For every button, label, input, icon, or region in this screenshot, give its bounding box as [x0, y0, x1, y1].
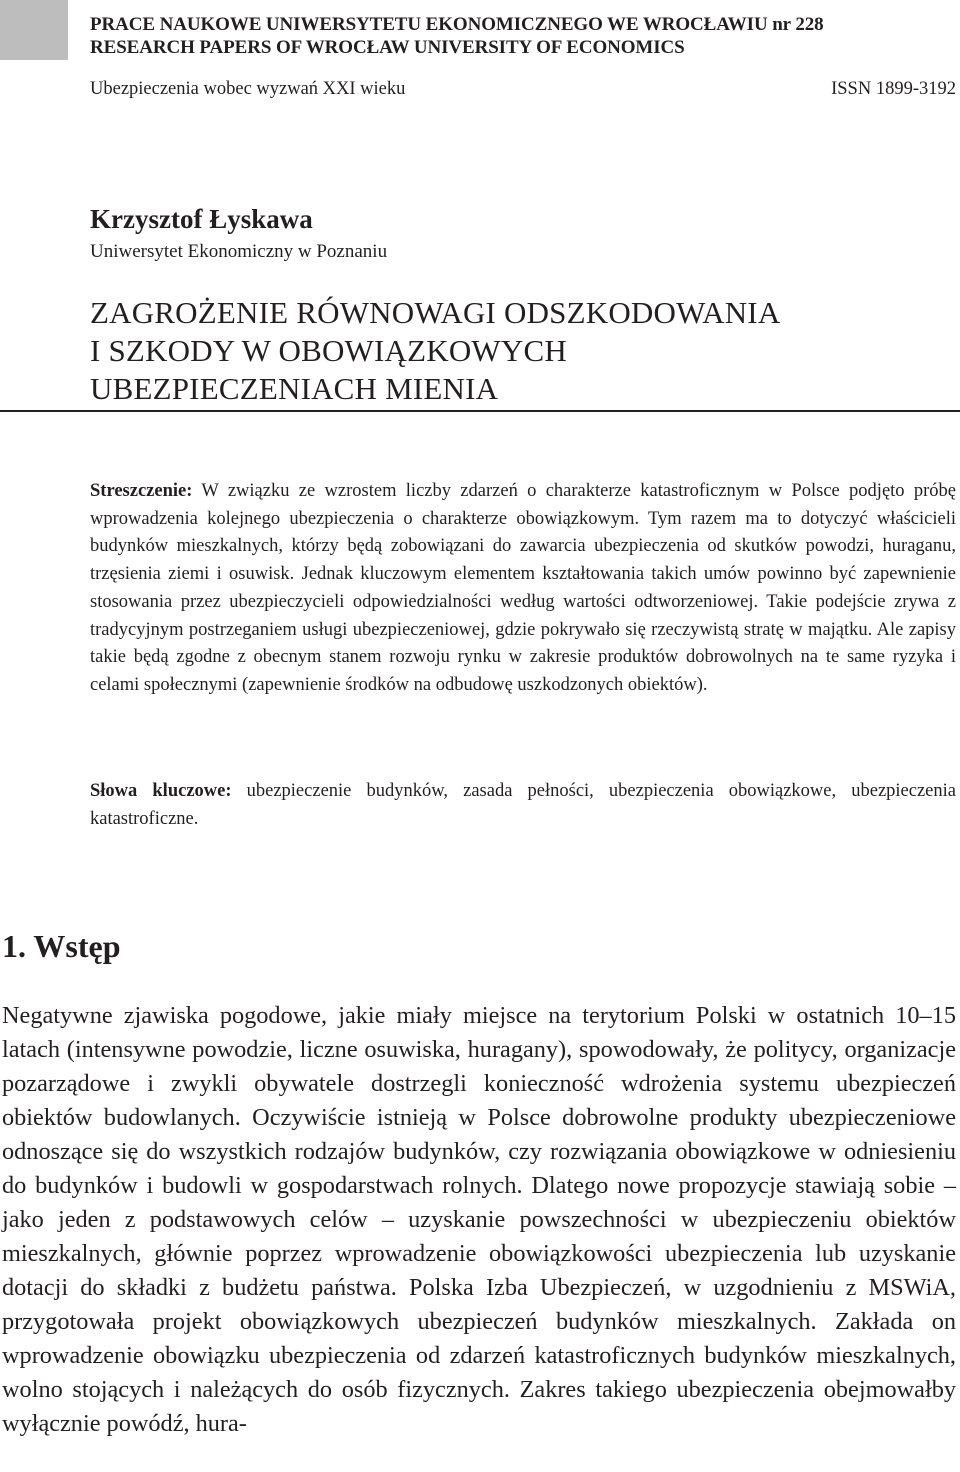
journal-title-pl: PRACE NAUKOWE UNIWERSYTETU EKONOMICZNEGO WE WROCŁAWIU nr 228 — [90, 14, 824, 35]
series-row — [90, 78, 956, 100]
title-line: UBEZPIECZENIACH MIENIA — [90, 371, 499, 406]
journal-title-en: RESEARCH PAPERS OF WROCŁAW UNIVERSITY OF ECONOMICS — [90, 37, 685, 58]
abstract-text: W związku ze wzrostem liczby zdarzeń o charakterze katastroficznym w Polsce podjęto próbę wprowadzenia kolejnego ubezpieczenia o charakterze obowiązkowym. Tym razem ma to dotyczyć właścicieli budynków mieszkalnych, którzy będą zobowiązani do zawarcia ubezpieczenia od skutków powodzi, huraganu, trzęsienia ziemi i osuwisk. Jednak kluczowym elementem kształtowania takich umów powinno być zapewnienie stosowania przez ubezpieczycieli odpowiedzialności według wartości odtworzeniowej. Takie podejście zrywa z tradycyjnym postrzeganiem usługi ubezpieczeniowej, gdzie pokrywało się rzeczywistą stratę w majątku. Ale zapisy takie będą zgodne z obecnym stanem rozwoju rynku w zakresie produktów dobrowolnych na te same ryzyka i celami społecznymi (zapewnienie środków na odbudowę uszkodzonych obiektów). — [90, 481, 956, 695]
series-title: Ubezpieczenia wobec wyzwań XXI wieku — [90, 79, 406, 99]
title-line: I SZKODY W OBOWIĄZKOWYCH — [90, 333, 567, 368]
keywords-text: ubezpieczenie budynków, zasada pełności, ubezpieczenia obowiązkowe, ubezpieczenia katastroficzne. — [90, 781, 956, 829]
article-title — [90, 294, 950, 408]
abstract — [90, 478, 956, 700]
body-paragraph: Negatywne zjawiska pogodowe, jakie miały miejsce na terytorium Polski w ostatnich 10–15 latach (intensywne powodzie, liczne osuwiska, huragany), spowodowały, że politycy, organizacje pozarządowe i zwykli obywatele dostrzegli konieczność wdrożenia systemu ubezpieczeń obiektów budowlanych. Oczywiście istnieją w Polsce dobrowolne produkty ubezpieczeniowe odnoszące się do wszystkich rodzajów budynków, czy rozwiązania obowiązkowe w odniesieniu do budynków i budowli w gospodarstwach rolnych. Dlatego nowe propozycje stawiają sobie – jako jeden z podstawowych celów – uzyskanie powszechności w ubezpieczeniu obiektów mieszkalnych, głównie poprzez wprowadzenie obowiązkowości ubezpieczenia lub uzyskanie dotacji do składki z budżetu państwa. Polska Izba Ubezpieczeń, w uzgodnieniu z MSWiA, przygotowała projekt obowiązkowych ubezpieczeń budynków mieszkalnych. Zakłada on wprowadzenie obowiązku ubezpieczenia od zdarzeń katastroficznych budynków mieszkalnych, wolno stojących i należących do osób fizycznych. Zakres takiego ubezpieczenia obejmowałby wyłącznie powódź, hura- — [2, 1002, 956, 1437]
keywords — [90, 777, 956, 833]
section-heading: 1. Wstęp — [2, 928, 121, 964]
journal-header — [90, 13, 950, 59]
header-gray-block — [0, 0, 68, 60]
issn: ISSN 1899-3192 — [831, 79, 956, 99]
abstract-label: Streszczenie: — [90, 481, 193, 501]
author-name: Krzysztof Łyskawa — [90, 204, 313, 234]
title-divider — [0, 410, 960, 412]
keywords-label: Słowa kluczowe: — [90, 781, 232, 801]
author-affiliation: Uniwersytet Ekonomiczny w Poznaniu — [90, 241, 388, 262]
title-line: ZAGROŻENIE RÓWNOWAGI ODSZKODOWANIA — [90, 295, 781, 330]
